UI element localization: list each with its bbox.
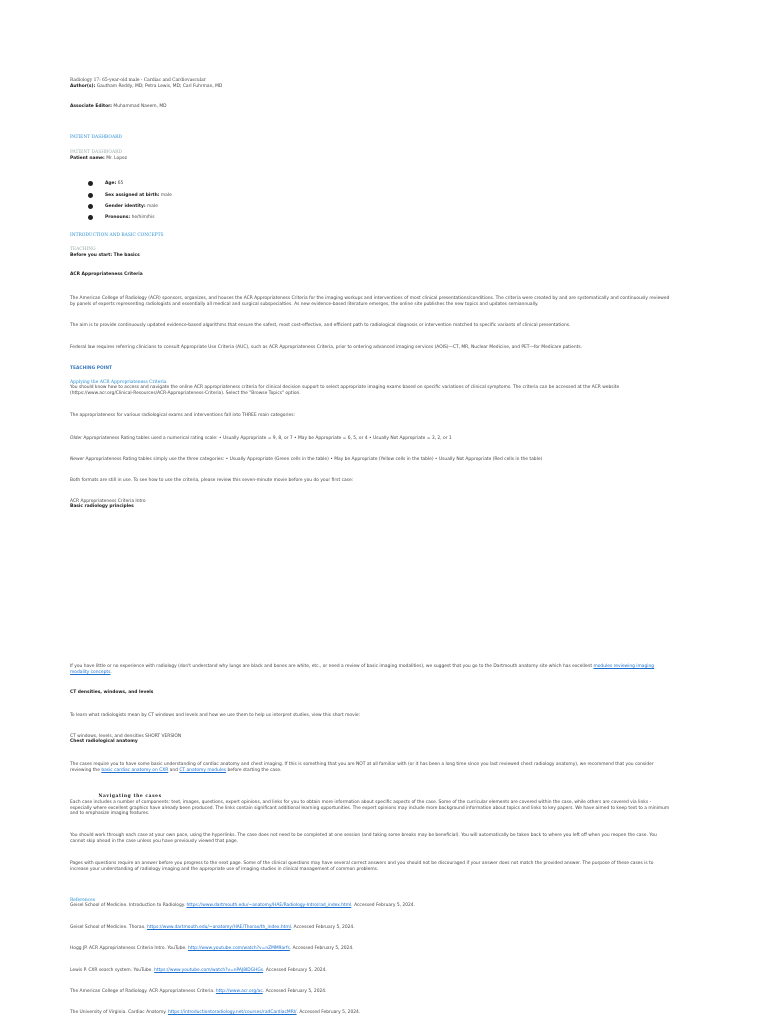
dashboard-item-pronouns: Pronouns: he/him/his (105, 215, 155, 220)
bullet-icon (88, 181, 93, 186)
bullet-icon (88, 193, 93, 198)
navigating-heading: Navigating the cases (98, 794, 162, 799)
reference-item: Geisel School of Medicine. Thorax. https://www.dartmouth.edu/~anatomy/HAE/Thorax/th_index.html. Accessed February 5, 2024. (70, 925, 355, 930)
reference-link[interactable]: https://www.dartmouth.edu/~anatomy/HAE/Radiology-Intro/rad_index.html (186, 903, 352, 908)
teaching-label: TEACHING (70, 247, 96, 252)
reference-item: Lewis P. CXR search system. YouTube. https://www.youtube.com/watch?v=nPAJ8IDGHGs. Accessed February 5, 2024. (70, 968, 327, 973)
chest-anatomy-heading: Chest radiological anatomy (70, 739, 138, 744)
ct-video-title[interactable]: CT windows, levels, and densities SHORT VERSION (70, 734, 182, 739)
dashboard-item-sex: Sex assigned at birth: male (105, 193, 172, 198)
formats-paragraph: Both formats are still in use. To see how to use the criteria, please review this seven-minute movie before you do your first case: (70, 478, 354, 483)
dashboard-item-gender: Gender identity: male (105, 204, 158, 209)
associate-editor: Muhammad Naeem, MD (113, 104, 167, 109)
reference-link[interactable]: https://www.dartmouth.edu/~anatomy/HAE/Thorax/th_index.html (146, 925, 291, 930)
ct-anatomy-link[interactable]: CT anatomy modules (179, 767, 227, 773)
patient-name: Mr. Lopez (106, 156, 128, 161)
reference-link[interactable]: https://introductiontoradiology.net/courses/radCardiacMRI/ (168, 1010, 297, 1015)
reference-item: Hogg JP. ACR Appropriateness Criteria Intro. YouTube. http://www.youtube.com/watch?v=nZMM9arfs. Accessed February 5, 2024. (70, 946, 354, 951)
associate-editor-label: Associate Editor: (70, 104, 113, 109)
cardiac-anatomy-link[interactable]: basic cardiac anatomy on CXR (101, 767, 169, 773)
reference-link[interactable]: https://www.youtube.com/watch?v=nPAJ8IDGHGs (154, 968, 264, 973)
basics-heading: Before you start: The basics (70, 253, 140, 258)
authors: Gautham Reddy, MD; Petra Lewis, MD; Carl Fuhrman, MD (96, 84, 223, 89)
case-title: Radiology 17: 65-year-old male - Cardiac and Cardiovascular (70, 78, 206, 83)
navigating-paragraph-1: Each case includes a number of components: text, images, questions, expert opinions, and links for you to obtain more information about specific aspects of the case. Some of the curricular elements are covered within the case, while others are covered via links - especially where excellent graphics have already been produced. The links contain significant additional learning opportunities. The expert opinions may include more background information about topics and links to key papers. We have aimed to keep text to a minimum and to emphasize imaging features. (70, 800, 670, 817)
reference-link[interactable]: http://www.acr.org/ac (215, 989, 263, 994)
reference-item: Geisel School of Medicine. Introduction to Radiology. https://www.dartmouth.edu/~anatomy/HAE/Radiology-Intro/rad_index.html. Accessed February 5, 2024. (70, 903, 415, 908)
newer-ratings: Newer Appropriateness Rating tables simply use the three categories: • Usually Appropriate (Green cells in the table) • May be Appropriate (Yellow cells in the table) • Usually Not Appropriate (Red cells in the table) (70, 457, 543, 462)
ct-heading: CT densities, windows, and levels (70, 690, 154, 695)
bullet-icon (88, 215, 93, 220)
older-ratings: Older Appropriateness Rating tables used a numerical rating scale: • Usually Appropriate = 9, 8, or 7 • May be Appropriate = 6, 5, or 4 • Usually Not Appropriate = 3, 2, or 1 (70, 436, 452, 441)
teaching-point-title: Applying the ACR Appropriateness Criteria (70, 380, 167, 385)
reference-item: The American College of Radiology. ACR Appropriateness Criteria. http://www.acr.org/ac. Accessed February 5, 2024. (70, 989, 327, 994)
experience-paragraph: If you have little or no experience with radiology (don't understand why lungs are black and bones are white, etc., or need a review of basic imaging modalities), we suggest that you go to the Dartmouth anatomy site which has excellent modules reviewing imaging modality concepts. (70, 664, 655, 675)
authors-line (70, 84, 670, 90)
basic-principles-heading: Basic radiology principles (70, 504, 134, 509)
intro-paragraph-2: The aim is to provide continuously updated evidence-based algorithms that ensure the safest, most cost-effective, and efficient path to radiological diagnosis or intervention matched to specific variants of clinical presentations. (70, 323, 571, 328)
authors-label: Author(s): (70, 84, 96, 89)
dashboard-item-age: Age: 65 (105, 181, 124, 186)
navigating-paragraph-2: You should work through each case at your own pace, using the hyperlinks. The case does not need to be completed at one session (and taking some breaks may be beneficial). You will automatically be taken back to where you left off when you reopen the case. You cannot skip ahead in the case unless you have previously viewed that page. (70, 833, 657, 844)
bullet-icon (88, 204, 93, 209)
patient-dashboard-subheading: PATIENT DASHBOARD (70, 150, 122, 155)
teaching-point-label: TEACHING POINT (70, 366, 112, 371)
introduction-link[interactable]: INTRODUCTION AND BASIC CONCEPTS (70, 233, 164, 238)
associate-editor-line (70, 104, 670, 110)
chest-paragraph: The cases require you to have some basic understanding of cardiac anatomy and chest imaging. If this is something that you are NOT at all familiar with (or it has been a long time since you last reviewed chest radiology anatomy), we recommend that you consider reviewing the basic cardiac anatomy on CXR and CT anatomy modules before starting the case. (70, 762, 654, 773)
patient-dashboard-link[interactable]: PATIENT DASHBOARD (70, 135, 122, 140)
navigating-paragraph-3: Pages with questions require an answer before you progress to the next page. Some of the clinical questions may have several correct answers and you should not be discouraged if your answer does not match the provided answer. The purpose of these cases is to increase your understanding of radiology imaging and the appropriate use of imaging studies in clinical management of common problems. (70, 861, 654, 872)
patient-name-line (70, 156, 670, 162)
ct-paragraph: To learn what radiologists mean by CT windows and levels and how we use them to help us interpret studies, view this short movie: (70, 713, 361, 718)
acr-video-title[interactable]: ACR Appropriateness Criteria Intro (70, 499, 146, 504)
reference-link[interactable]: http://www.youtube.com/watch?v=nZMM9arfs (187, 946, 290, 951)
categories-paragraph: The appropriateness for various radiological exams and interventions fall into THREE main categories: (70, 413, 295, 418)
intro-paragraph-1: The American College of Radiology (ACR) sponsors, organizes, and houses the ACR Appropriateness Criteria for the imaging workups and interventions of most clinical presentations/conditions. The criteria were created by and are systematically and continuously reviewed by panels of experts representing radiologists and essentially all medical and surgical subspecialties. As new evidence-based literature emerges, the online site publishes the new topics and updates semiannually. (70, 296, 670, 307)
references-label: References (70, 898, 95, 903)
intro-paragraph-3: Federal law requires referring clinicians to consult Appropriate Use Criteria (AUC), such as ACR Appropriateness Criteria, prior to ordering advanced imaging services (AOIS)—CT, MR, Nuclear Medicine, and PET—for Medicare patients. (70, 345, 583, 350)
modules-link[interactable]: modules reviewing imaging modality concepts (70, 664, 655, 675)
patient-name-label: Patient name: (70, 156, 105, 161)
teaching-point-body: You should know how to access and navigate the online ACR appropriateness criteria for clinical decision support to select appropriate imaging exams based on specific variations of clinical symptoms. The criteria can be accessed at the ACR website (https://www.acr.org/Clinical-Resources/ACR-Appropriateness-Criteria). Select the "Browse Topics" option. (70, 385, 620, 396)
acr-heading: ACR Appropriateness Criteria (70, 272, 143, 277)
reference-item: The University of Virginia. Cardiac Anatomy. https://introductiontoradiology.net/courses/radCardiacMRI/. Accessed February 5, 2024. (70, 1010, 361, 1015)
